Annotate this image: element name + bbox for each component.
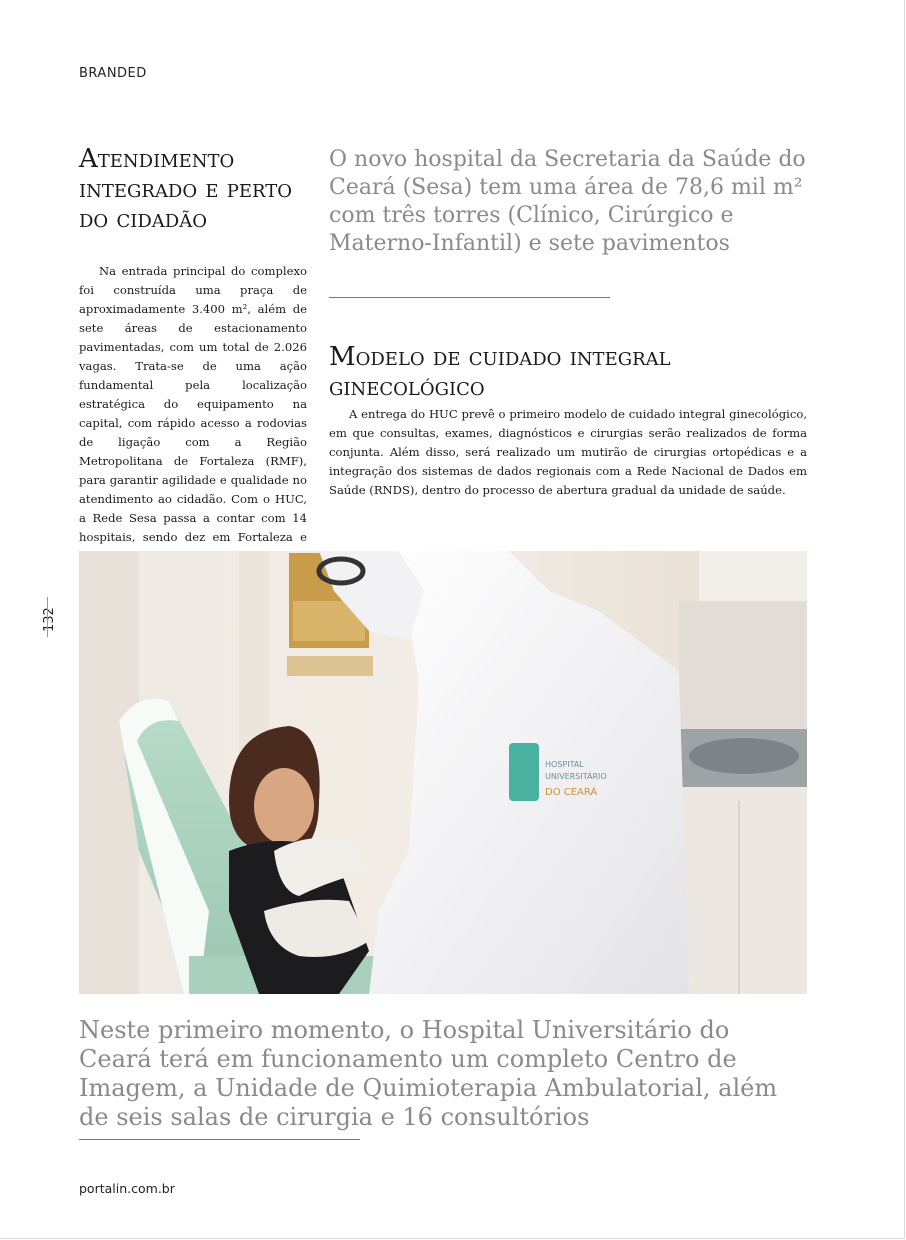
pull-quote-hospital-area: O novo hospital da Secretaria da Saúde do Ceará (Sesa) tem uma área de 78,6 mil m² com três torres (Clínico, Cirúrgico e Materno-Infantil) e sete pavimentos	[329, 147, 806, 256]
page-number	[28, 602, 57, 632]
article-paragraph: A entrega do HUC prevê o primeiro modelo de cuidado integral ginecológico, em que consultas, exames, diagnósticos e cirurgias serão realizados de forma conjunta. Além disso, será realizado um mutirão de cirurgias ortopédicas e a integração dos sistemas de dados regionais com a Rede Nacional de Dados em Saúde (RNDS), dentro do processo de abertura gradual da unidade de saúde.	[329, 407, 807, 497]
coat-logo-text-1: HOSPITAL	[545, 760, 584, 769]
footer-url: portalin.com.br	[79, 1181, 175, 1196]
article-title-integrated-care: Atendimento integrado e perto do cidadão	[79, 144, 293, 234]
photo-caption: Neste primeiro momento, o Hospital Universitário do Ceará terá em funcionamento um completo Centro de Imagem, a Unidade de Quimioterapia Ambulatorial, além de seis salas de cirurgia e 16 consultórios	[79, 1016, 778, 1131]
page-number-rule	[47, 597, 48, 637]
page-number-text: 132	[42, 607, 57, 632]
photo-illustration	[79, 551, 807, 994]
article-paragraph: Na entrada principal do complexo foi construída uma praça de aproximadamente 3.400 m², além de sete áreas de estacionamento pavimentadas, com um total de 2.026 vagas. Trata-se de uma ação fundamental pela localização estratégica do equipamento na capital, com rápido acesso a rodovias de ligação com a Região Metropolitana de Fortaleza (RMF), para garantir agilidade e qualidade no atendimento ao cidadão. Com o HUC, a Rede Sesa passa a contar com 14 hospitais, sendo dez em Fortaleza e	[79, 264, 307, 544]
coat-logo-text-3: DO CEARÁ	[545, 787, 598, 798]
article-body-left	[79, 262, 307, 566]
article-title-gynecological-care: Modelo de cuidado integral ginecológico	[329, 342, 671, 402]
section-label: BRANDED	[79, 66, 147, 81]
article-body-right	[329, 405, 807, 500]
divider-rule	[79, 1139, 360, 1140]
divider-rule	[329, 297, 610, 298]
hospital-photo	[79, 551, 807, 994]
coat-logo-text-2: UNIVERSITÁRIO	[545, 772, 607, 781]
